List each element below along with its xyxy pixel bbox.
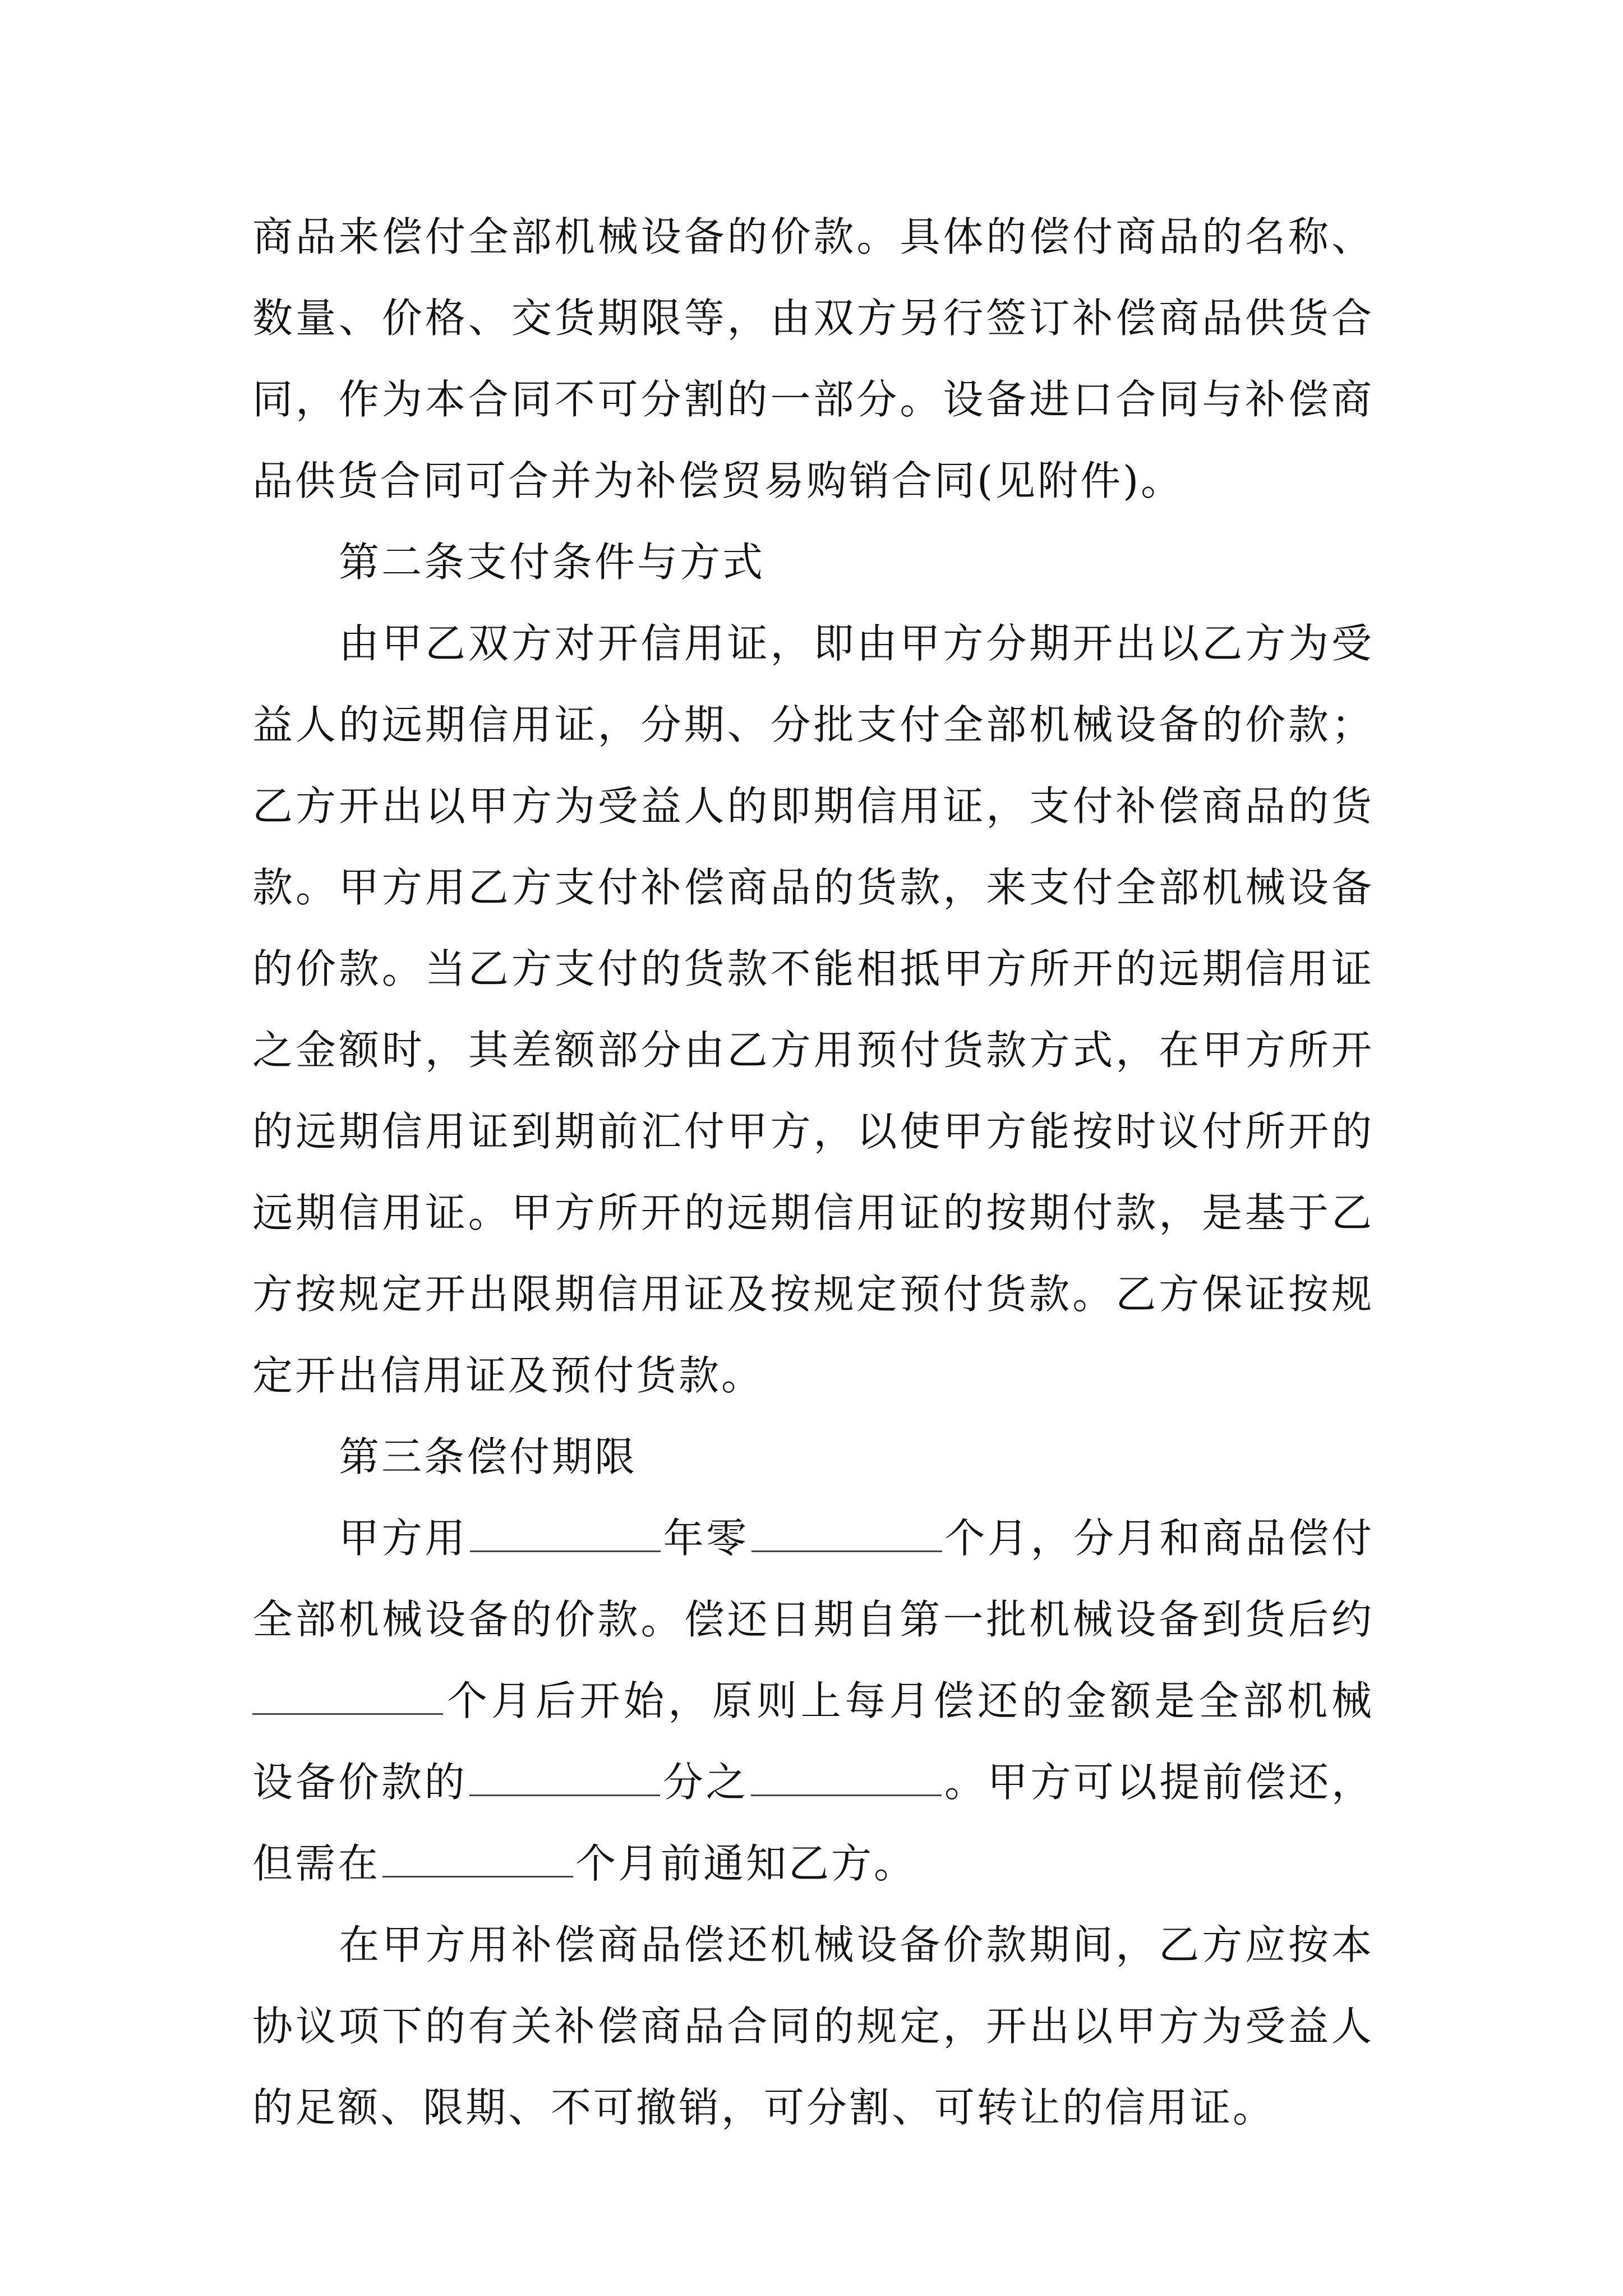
- text-segment: 个月前通知乙方。: [575, 1840, 917, 1887]
- fill-blank-years[interactable]: [470, 1515, 661, 1552]
- fill-blank-numerator[interactable]: [751, 1759, 942, 1796]
- contract-body: [252, 196, 1374, 2148]
- text-segment: 个月，分月和商品偿付全部机械设备的价款。偿还日期自第一批机械设备到货后约: [252, 1515, 1374, 1643]
- article-2-heading: 第二条支付条件与方式: [339, 539, 766, 586]
- fill-blank-start-months[interactable]: [252, 1677, 443, 1715]
- text-segment: 。甲方可以提前偿还，但需在: [252, 1759, 1374, 1887]
- article-3-heading: 第三条偿付期限: [339, 1433, 638, 1480]
- text-segment: 分之: [662, 1759, 749, 1806]
- paragraph-payment-terms: 由甲乙双方对开信用证，即由甲方分期开出以乙方为受益人的远期信用证，分期、分批支付全部机械设备的价款；乙方开出以甲方为受益人的即期信用证，支付补偿商品的货款。甲方用乙方支付补偿商品的货款，来支付全部机械设备的价款。当乙方支付的货款不能相抵甲方所开的远期信用证之金额时，其差额部分由乙方用预付货款方式，在甲方所开的远期信用证到期前汇付甲方，以使甲方能按时议付所开的远期信用证。甲方所开的远期信用证的按期付款，是基于乙方按规定开出限期信用证及按规定预付货款。乙方保证按规定开出信用证及预付货款。: [252, 620, 1374, 1399]
- paragraph-repayment-period: [252, 1498, 1374, 1904]
- text-segment: 甲方用: [339, 1515, 468, 1562]
- text-segment: 个月后开始，原则上每月偿还的金额是全部机械设备价款的: [252, 1677, 1374, 1806]
- text-segment: 年零: [662, 1515, 749, 1562]
- paragraph-letter-of-credit: 在甲方用补偿商品偿还机械设备价款期间，乙方应按本协议项下的有关补偿商品合同的规定，开出以甲方为受益人的足额、限期、不可撤销，可分割、可转让的信用证。: [252, 1921, 1374, 2131]
- fill-blank-notice-months[interactable]: [382, 1840, 573, 1878]
- fill-blank-months[interactable]: [751, 1515, 942, 1552]
- paragraph-compensation-goods: 商品来偿付全部机械设备的价款。具体的偿付商品的名称、数量、价格、交货期限等，由双方另行签订补偿商品供货合同，作为本合同不可分割的一部分。设备进口合同与补偿商品供货合同可合并为补偿贸易购销合同(见附件)。: [252, 213, 1374, 504]
- fill-blank-denominator[interactable]: [469, 1759, 660, 1796]
